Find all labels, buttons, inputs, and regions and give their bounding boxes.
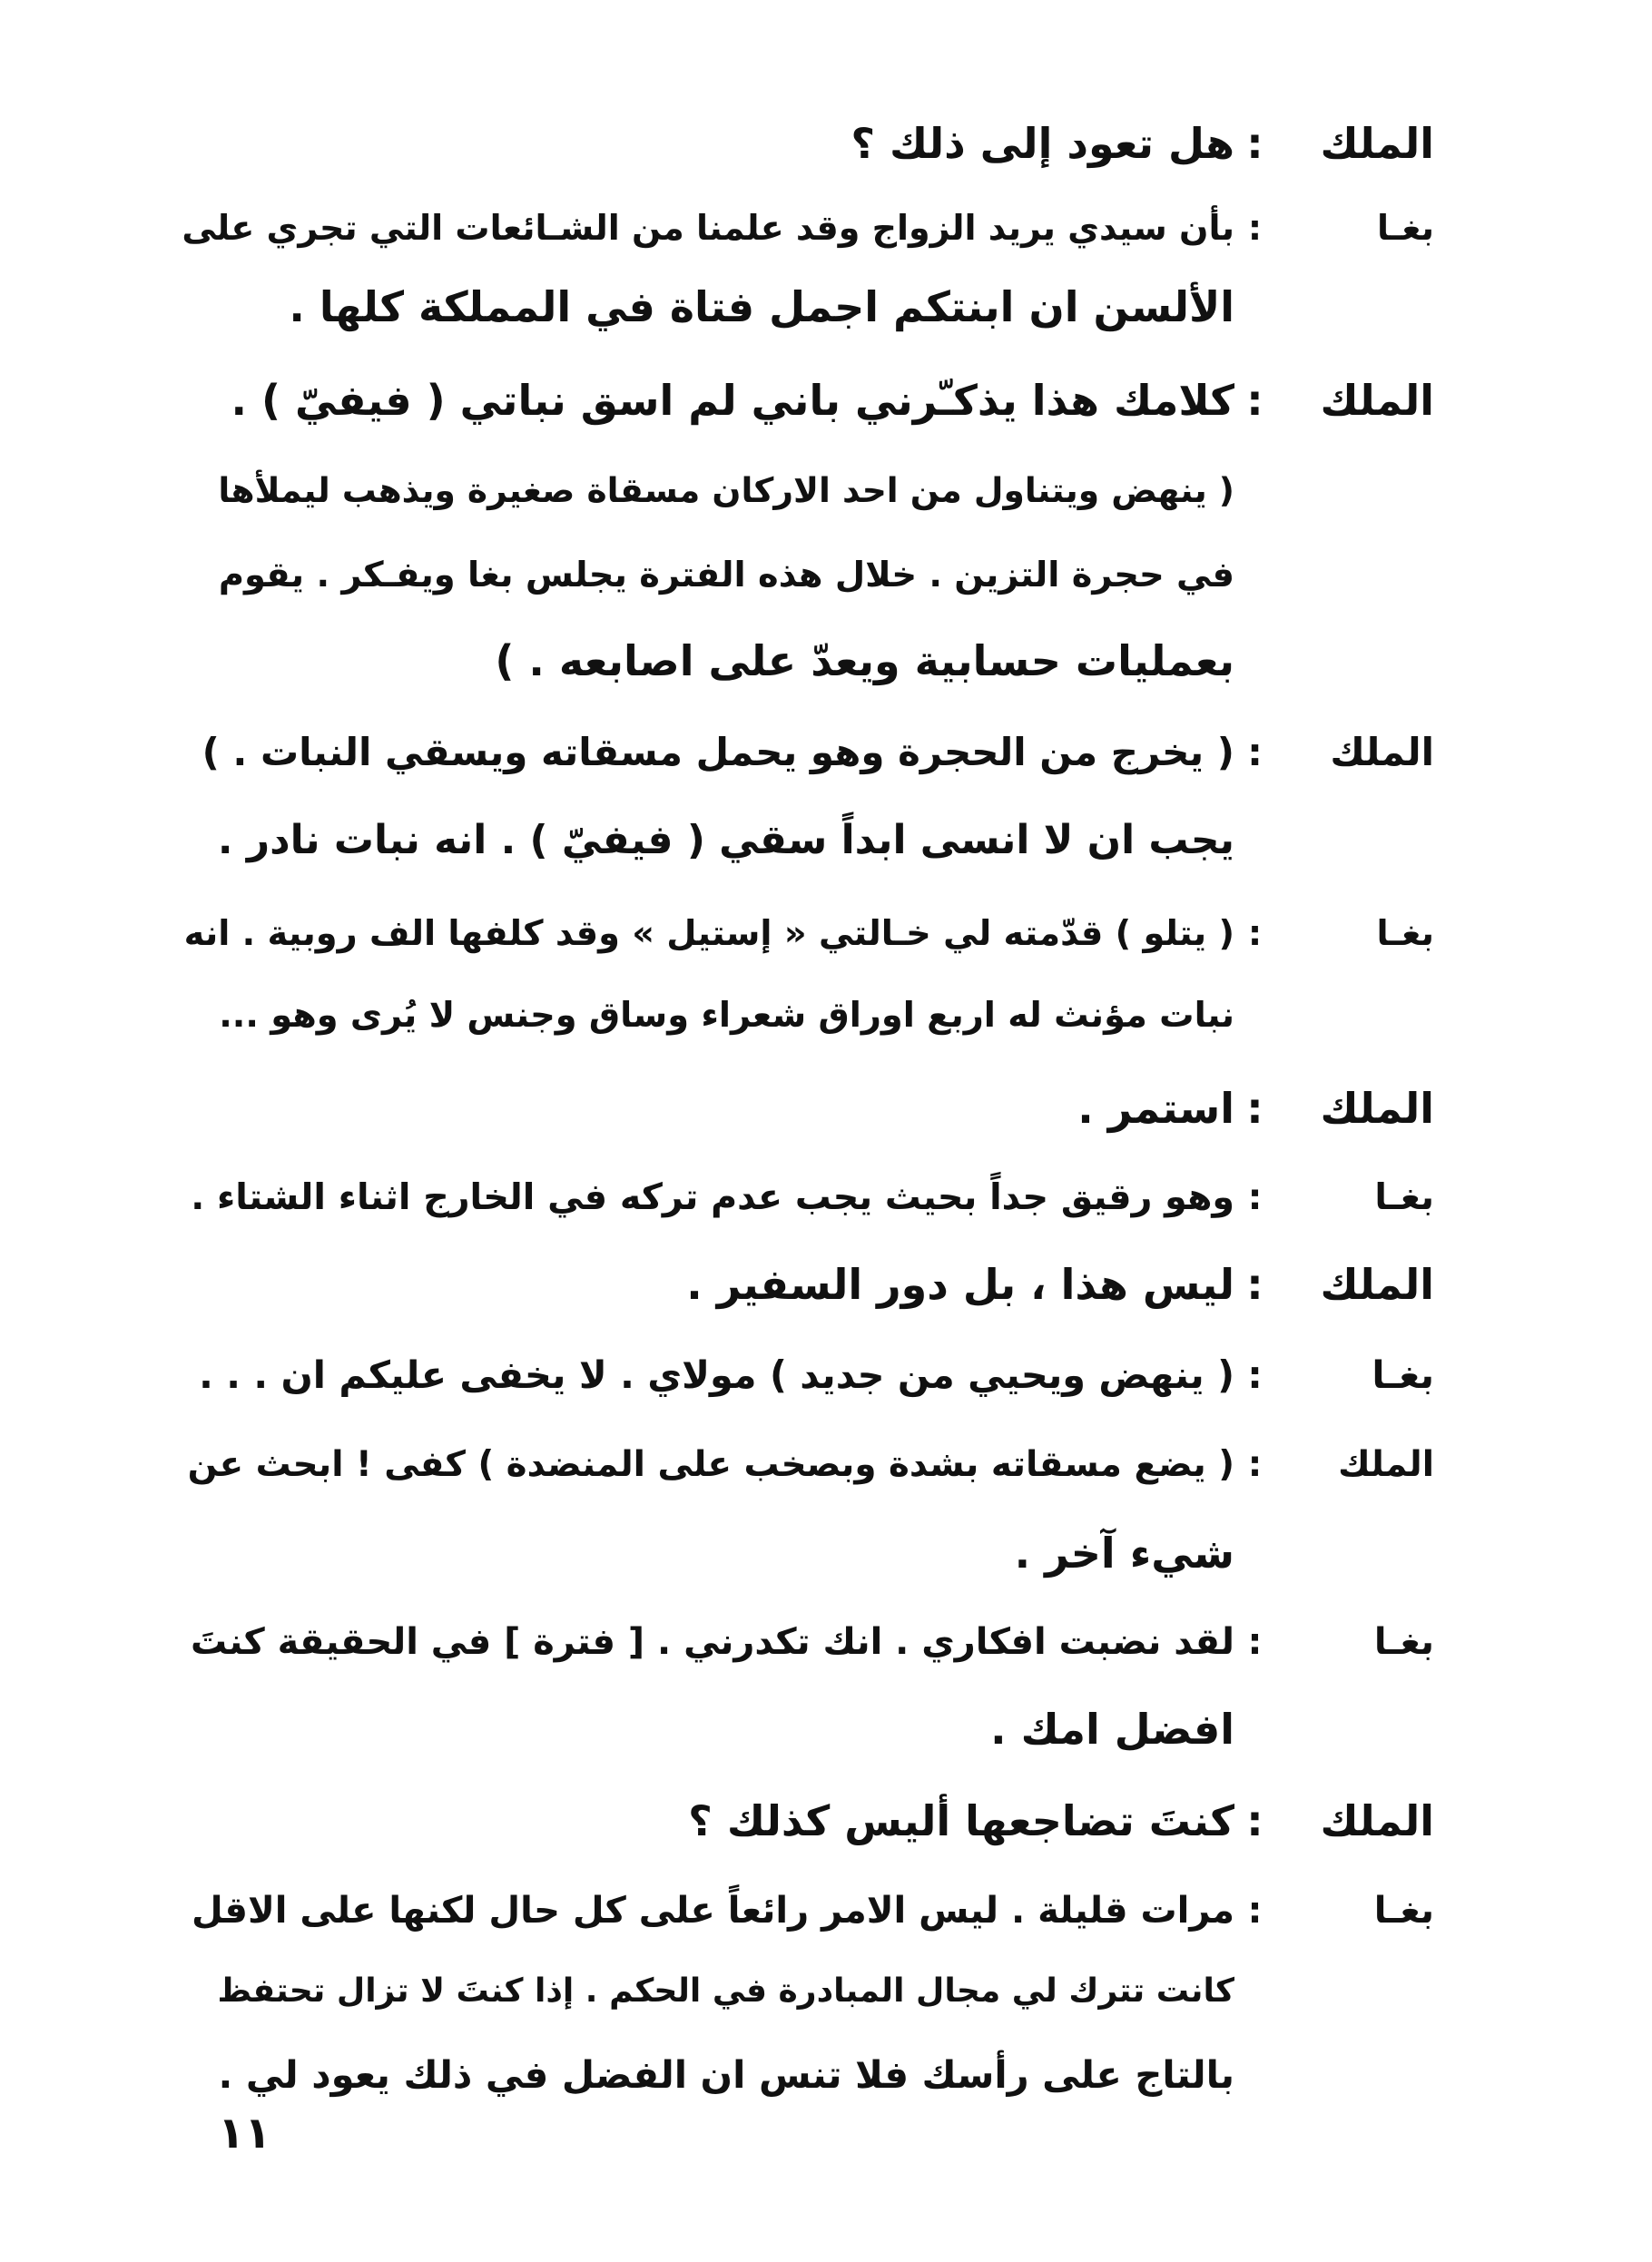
speaker-name: بغـا xyxy=(1377,208,1434,248)
line-text: استمر . xyxy=(1077,1084,1234,1133)
speaker-name: الملك xyxy=(1330,730,1434,774)
speaker-name: الملك xyxy=(1320,376,1434,425)
dialogue-line-continued xyxy=(289,282,1234,331)
line-text: لقد نضبت افكاري . انك تكدرني . [ فترة ] في الحقيقة كنتَ xyxy=(190,1621,1234,1663)
dialogue-line xyxy=(191,1176,1434,1218)
line-text: ( يتلو ) قدّمته لي خـالتي « إستيل » وقد كلفها الف روبية . انه xyxy=(183,913,1234,954)
line-text: كلامك هذا يذكـّرني باني لم اسق نباتي ( فيفيّ ) . xyxy=(231,376,1234,425)
speaker-colon: : xyxy=(1247,208,1263,248)
dialogue-line-continued xyxy=(217,817,1234,863)
dialogue-line xyxy=(199,1353,1434,1397)
speaker-colon: : xyxy=(1247,1444,1263,1485)
dialogue-line xyxy=(688,1796,1434,1845)
dialogue-line-continued xyxy=(218,2052,1234,2097)
line-text: الألسن ان ابنتكم اجمل فتاة في المملكة كلها . xyxy=(289,282,1234,331)
speaker-colon: : xyxy=(1247,1621,1263,1663)
stage-direction-line xyxy=(218,470,1234,510)
dialogue-line xyxy=(183,913,1434,954)
speaker-name: الملك xyxy=(1320,1260,1434,1309)
speaker-colon: : xyxy=(1246,1260,1264,1309)
line-text: ( ينهض ويتناول من احد الاركان مسقاة صغيرة ويذهب ليملأها xyxy=(218,470,1234,510)
speaker-colon: : xyxy=(1246,376,1264,425)
speaker-colon: : xyxy=(1246,119,1264,168)
line-text: كنتَ تضاجعها أليس كذلك ؟ xyxy=(688,1796,1234,1845)
speaker-colon: : xyxy=(1247,1890,1263,1932)
line-text: وهو رقيق جداً بحيث يجب عدم تركه في الخارج اثناء الشتاء . xyxy=(191,1176,1234,1218)
speaker-colon: : xyxy=(1247,1176,1263,1218)
speaker-name: بغـا xyxy=(1373,1621,1434,1663)
speaker-name: بغـا xyxy=(1372,1353,1434,1397)
line-text: بأن سيدي يريد الزواج وقد علمنا من الشـائعات التي تجري على xyxy=(182,208,1234,248)
line-text: ( يضع مسقاته بشدة وبصخب على المنضدة ) كفى ! ابحث عن xyxy=(187,1444,1234,1485)
speaker-name: بغـا xyxy=(1374,1176,1434,1218)
dialogue-line-continued xyxy=(990,1705,1234,1754)
speaker-colon: : xyxy=(1246,1084,1264,1133)
dialogue-line xyxy=(182,208,1434,248)
line-text: يجب ان لا انسى ابداً سقي ( فيفيّ ) . انه نبات نادر . xyxy=(217,817,1234,863)
speaker-name: الملك xyxy=(1320,119,1434,168)
dialogue-line xyxy=(190,1621,1434,1663)
dialogue-line-continued xyxy=(1014,1529,1234,1578)
line-text: بعمليات حسابية ويعدّ على اصابعه . ) xyxy=(495,636,1234,685)
stage-direction-line xyxy=(218,555,1234,595)
speaker-colon: : xyxy=(1246,1796,1264,1845)
speaker-name: الملك xyxy=(1338,1444,1434,1485)
stage-direction-line xyxy=(495,636,1234,685)
line-text: كانت تترك لي مجال المبادرة في الحكم . إذا كنتَ لا تزال تحتفظ xyxy=(217,1972,1234,2010)
line-text: ( ينهض ويحيي من جديد ) مولاي . لا يخفى عليكم ان . . . xyxy=(199,1353,1234,1397)
dialogue-line-continued xyxy=(217,1972,1234,2010)
speaker-colon: : xyxy=(1247,913,1263,954)
line-text: شيء آخر . xyxy=(1014,1529,1234,1578)
line-text: ( يخرج من الحجرة وهو يحمل مسقاته ويسقي النبات . ) xyxy=(202,730,1234,774)
speaker-name: الملك xyxy=(1320,1796,1434,1845)
speaker-name: بغـا xyxy=(1373,1890,1434,1932)
speaker-colon: : xyxy=(1247,1353,1263,1397)
speaker-name: بغـا xyxy=(1376,913,1434,954)
line-text: ليس هذا ، بل دور السفير . xyxy=(686,1260,1234,1309)
dialogue-line xyxy=(686,1260,1434,1309)
page-number: ١١ xyxy=(218,2108,271,2159)
speaker-colon: : xyxy=(1247,730,1263,774)
speaker-name: الملك xyxy=(1320,1084,1434,1133)
line-text: هل تعود إلى ذلك ؟ xyxy=(851,119,1234,168)
dialogue-line xyxy=(192,1890,1434,1932)
dialogue-line xyxy=(231,376,1434,425)
line-text: افضل امك . xyxy=(990,1705,1234,1754)
line-text: نبات مؤنث له اربع اوراق شعراء وساق وجنس لا يُرى وهو ... xyxy=(219,995,1234,1036)
line-text: بالتاج على رأسك فلا تنس ان الفضل في ذلك يعود لي . xyxy=(218,2052,1234,2097)
dialogue-line xyxy=(202,730,1434,774)
dialogue-line-continued xyxy=(219,995,1234,1036)
dialogue-line xyxy=(851,119,1434,168)
line-text: في حجرة التزين . خلال هذه الفترة يجلس بغا ويفـكر . يقوم xyxy=(218,555,1234,595)
dialogue-line xyxy=(1077,1084,1434,1133)
line-text: مرات قليلة . ليس الامر رائعاً على كل حال لكنها على الاقل xyxy=(192,1890,1234,1932)
dialogue-line xyxy=(187,1444,1434,1485)
